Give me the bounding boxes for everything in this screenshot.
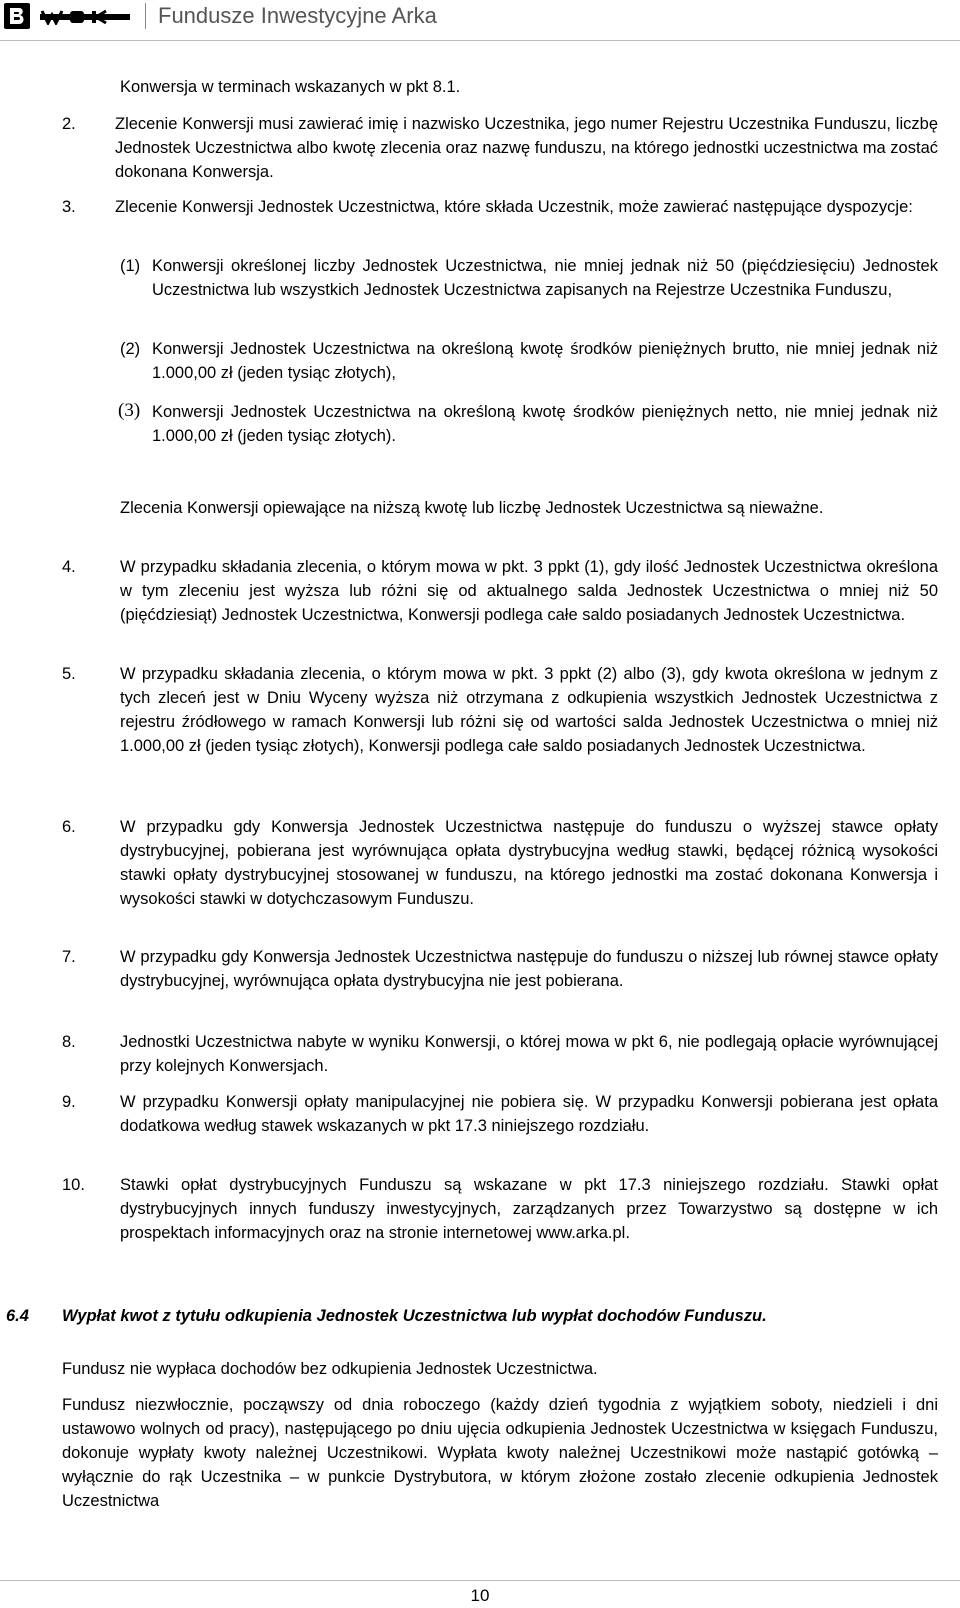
bank-logo-icon (4, 3, 30, 29)
section-title: Wypłat kwot z tytułu odkupienia Jednostek Uczestnictwa lub wypłat dochodów Funduszu. (62, 1307, 767, 1325)
page-header (0, 0, 960, 34)
item-text: Zlecenie Konwersji Jednostek Uczestnictwa, które składa Uczestnik, może zawierać następujące dyspozycje: (115, 198, 913, 216)
item-number: 10. (62, 1176, 85, 1194)
item-number: 8. (62, 1033, 76, 1051)
page-number: 10 (470, 1586, 490, 1605)
section-para-2: Fundusz niezwłocznie, począwszy od dnia roboczego (każdy dzień tygodnia z wyjątkiem soboty, niedzieli i dni ustawowo wolnych od pracy), następującego po dniu ujęcia odkupienia Jednostek Uczestnictwa w księgach Funduszu, dokonuje wypłaty kwoty należnej Uczestnikowi. Wypłata kwoty należnej Uczestnikowi może nastąpić gotówką – wyłącznie do rąk Uczestnika – w punkcie Dystrybutora, w którym złożone zostało zlecenie odkupienia Jednostek Uczestnictwa (62, 1396, 938, 1510)
item-text: W przypadku składania zlecenia, o którym mowa w pkt. 3 ppkt (1), gdy ilość Jednostek Uczestnictwa określona w tym zleceniu jest wyższa lub różni się od aktualnego salda Jednostek Uczestnictwa o mniej niż 50 (pięćdziesiąt) Jednostek Uczestnictwa, Konwersji podlega całe saldo posiadanych Jednostek Uczestnictwa. (120, 558, 938, 624)
subitem-number: (3) (118, 400, 141, 421)
item-text: W przypadku gdy Konwersja Jednostek Uczestnictwa następuje do funduszu o niższej lub równej stawce opłaty dystrybucyjnej, wyrównująca opłata dystrybucyjna nie jest pobierana. (120, 948, 938, 990)
header-title: Fundusze Inwestycyjne Arka (158, 3, 437, 28)
item-number: 5. (62, 665, 76, 683)
subitem-number: (1) (120, 257, 141, 275)
item-number: 3. (62, 198, 76, 216)
subitem-text: Konwersji Jednostek Uczestnictwa na określoną kwotę środków pieniężnych brutto, nie mniej jednak niż 1.000,00 zł (jeden tysiąc złotych), (152, 340, 938, 382)
item-number: 4. (62, 558, 76, 576)
item-text: Zlecenie Konwersji musi zawierać imię i nazwisko Uczestnika, jego numer Rejestru Uczestnika Funduszu, liczbę Jednostek Uczestnictwa albo kwotę zlecenia oraz nazwę funduszu, na którego jednostki uczestnictwa ma zostać dokonana Konwersja. (115, 115, 938, 181)
item-text: W przypadku gdy Konwersja Jednostek Uczestnictwa następuje do funduszu o wyższej stawce opłaty dystrybucyjnej, pobierana jest wyrównująca opłata dystrybucyjna według stawki, będącej różnicą wysokości stawki opłaty dystrybucyjnej stosowanej w funduszu, na którego jednostki ma zostać dokonana Konwersja i wysokości stawki w dotychczasowym Funduszu. (120, 818, 938, 908)
footer-rule (0, 1580, 960, 1581)
item-text: W przypadku Konwersji opłaty manipulacyjnej nie pobiera się. W przypadku Konwersji pobierana jest opłata dodatkowa według stawek wskazanych w pkt 17.3 niniejszego rozdziału. (120, 1093, 938, 1135)
item-text: Jednostki Uczestnictwa nabyte w wyniku Konwersji, o której mowa w pkt 6, nie podlegają opłacie wyrównującej przy kolejnych Konwersjach. (120, 1033, 938, 1075)
item-text: W przypadku składania zlecenia, o którym mowa w pkt. 3 ppkt (2) albo (3), gdy kwota określona w jednym z tych zleceń jest w Dniu Wyceny wyższa niż otrzymana z odkupienia wszystkich Jednostek Uczestnictwa z rejestru źródłowego w ramach Konwersji lub różni się od wartości salda Jednostek Uczestnictwa o mniej niż 1.000,00 zł (jeden tysiąc złotych), Konwersji podlega całe saldo posiadanych Jednostek Uczestnictwa. (120, 665, 938, 755)
section-para-1: Fundusz nie wypłaca dochodów bez odkupienia Jednostek Uczestnictwa. (62, 1360, 598, 1378)
item-text: Stawki opłat dystrybucyjnych Funduszu są wskazane w pkt 17.3 niniejszego rozdziału. Stawki opłat dystrybucyjnych innych funduszy inwestycyjnych, zarządzanych przez Towarzystwo są dostępne w ich prospektach informacyjnych oraz na stronie internetowej www.arka.pl. (120, 1176, 938, 1242)
item-number: 7. (62, 948, 76, 966)
item-number: 2. (62, 115, 76, 133)
subitem-text: Konwersji Jednostek Uczestnictwa na określoną kwotę środków pieniężnych netto, nie mniej jednak niż 1.000,00 zł (jeden tysiąc złotych). (152, 403, 938, 445)
invalid-note: Zlecenia Konwersji opiewające na niższą kwotę lub liczbę Jednostek Uczestnictwa są nieważne. (120, 499, 824, 517)
subitem-text: Konwersji określonej liczby Jednostek Uczestnictwa, nie mniej jednak niż 50 (pięćdziesięciu) Jednostek Uczestnictwa lub wszystkich Jednostek Uczestnictwa zapisanych na Rejestrze Uczestnika Funduszu, (152, 257, 938, 299)
intro-line: Konwersja w terminach wskazanych w pkt 8.1. (120, 78, 461, 96)
item-number: 9. (62, 1093, 76, 1111)
section-number: 6.4 (6, 1307, 29, 1325)
subitem-number: (2) (120, 340, 141, 358)
wbk-wordmark-icon (40, 8, 130, 32)
item-number: 6. (62, 818, 76, 836)
header-separator (145, 3, 146, 29)
header-rule (0, 40, 960, 41)
